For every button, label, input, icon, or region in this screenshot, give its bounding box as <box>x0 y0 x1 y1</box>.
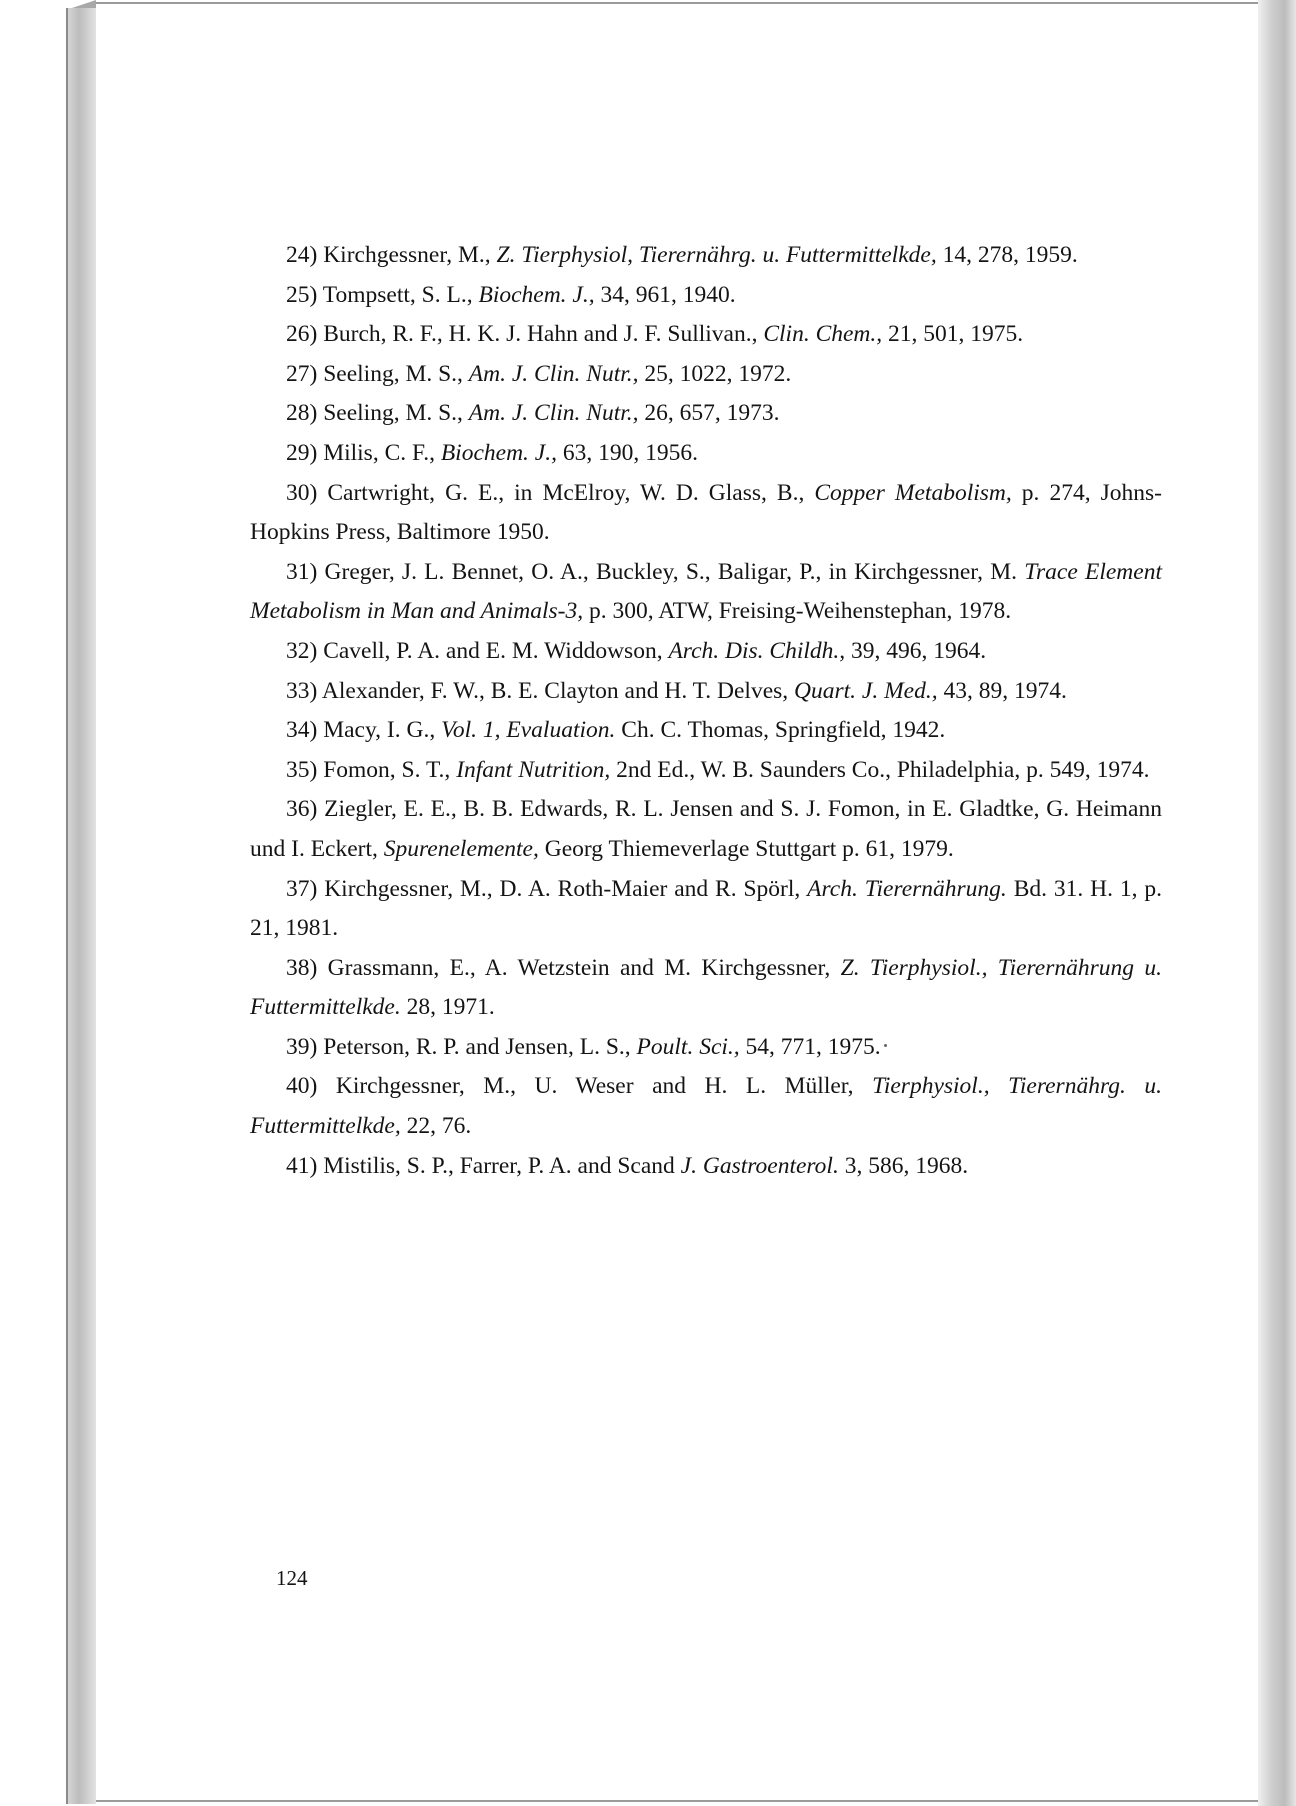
reference-journal: Biochem. J., <box>478 281 595 308</box>
reference-authors: Ziegler, E. E., B. B. Edwards, R. L. Jensen and S. J. Fomon, in E. Gladtke, G. Heimann und I. Eckert, <box>250 796 1162 862</box>
reference-authors: Greger, J. L. Bennet, O. A., Buckley, S., Baligar, P., in Kirchgessner, M. <box>317 558 1025 585</box>
reference-journal: Infant Nutrition, <box>456 756 611 783</box>
reference-journal: Copper Metabolism, <box>814 479 1012 506</box>
reference-authors: Kirchgessner, M., U. Weser and H. L. Müller, <box>317 1073 873 1100</box>
reference-number: 34) <box>286 717 318 744</box>
reference-details: 3, 586, 1968. <box>838 1152 969 1179</box>
reference-journal: Trace Element Metabolism in Man and Animals-3, <box>250 558 1162 625</box>
reference-authors: Milis, C. F., <box>317 439 441 466</box>
reference-journal: Am. J. Clin. Nutr., <box>468 400 639 427</box>
reference-journal: Spurenelemente, <box>383 835 539 862</box>
reference-item <box>250 236 1162 276</box>
reference-authors: Kirchgessner, M., D. A. Roth-Maier and R. Spörl, <box>317 875 808 902</box>
reference-details: 34, 961, 1940. <box>594 281 736 308</box>
reference-item <box>250 870 1162 949</box>
reference-journal: Z. Tierphysiol, Tierernährg. u. Futtermittelkde, <box>496 242 937 268</box>
reference-journal: Biochem. J., <box>440 439 557 466</box>
reference-journal: Vol. 1, Evaluation. <box>441 717 616 744</box>
reference-details: Bd. 31. H. 1, p. 21, 1981. <box>250 875 1162 942</box>
page-number: 124 <box>276 1566 308 1590</box>
reference-item <box>250 672 1162 712</box>
reference-item <box>250 394 1162 434</box>
reference-journal: Am. J. Clin. Nutr., <box>468 360 639 387</box>
reference-details: 26, 657, 1973. <box>638 400 780 427</box>
reference-authors: Seeling, M. S., <box>317 400 469 427</box>
reference-details: Georg Thiemeverlage Stuttgart p. 61, 1979. <box>538 835 954 862</box>
reference-authors: Burch, R. F., H. K. J. Hahn and J. F. Sullivan., <box>317 321 764 348</box>
reference-authors: Kirchgessner, M., <box>317 242 497 268</box>
reference-authors: Grassmann, E., A. Wetzstein and M. Kirchgessner, <box>317 954 841 981</box>
reference-number: 38) <box>286 954 318 981</box>
reference-details: 14, 278, 1959. <box>936 242 1078 268</box>
reference-item <box>250 949 1162 1028</box>
reference-journal: Arch. Dis. Childh., <box>668 637 846 664</box>
page-edge-shadow <box>1258 0 1296 1806</box>
reference-number: 29) <box>286 439 318 466</box>
reference-number: 28) <box>286 400 318 427</box>
reference-item <box>250 1147 1162 1187</box>
reference-number: 40) <box>286 1073 318 1100</box>
reference-number: 30) <box>286 479 318 506</box>
reference-number: 39) <box>286 1033 318 1060</box>
reference-authors: Seeling, M. S., <box>317 360 469 387</box>
reference-authors: Peterson, R. P. and Jensen, L. S., <box>317 1033 637 1060</box>
reference-item <box>250 474 1162 553</box>
reference-details: 63, 190, 1956. <box>556 439 698 466</box>
reference-item <box>250 632 1162 672</box>
reference-details: 28, 1971. <box>400 994 495 1021</box>
reference-number: 32) <box>286 637 318 664</box>
reference-item <box>250 751 1162 791</box>
reference-details: p. 274, Johns-Hopkins Press, Baltimore 1950. <box>250 479 1162 546</box>
reference-number: 26) <box>286 321 318 348</box>
reference-number: 37) <box>286 875 318 902</box>
reference-authors: Macy, I. G., <box>317 717 442 744</box>
reference-authors: Cartwright, G. E., in McElroy, W. D. Glass, B., <box>317 479 815 506</box>
reference-item <box>250 434 1162 474</box>
print-speck <box>884 1044 887 1047</box>
reference-number: 41) <box>286 1152 318 1179</box>
reference-details: 2nd Ed., W. B. Saunders Co., Philadelphia, p. 549, 1974. <box>610 756 1150 783</box>
book-spine <box>66 8 96 1804</box>
reference-item <box>250 553 1162 632</box>
reference-item <box>250 790 1162 869</box>
reference-item <box>250 355 1162 395</box>
reference-details: p. 300, ATW, Freising-Weihenstephan, 1978. <box>583 598 1012 625</box>
reference-journal: Clin. Chem., <box>763 321 883 348</box>
reference-item <box>250 711 1162 751</box>
reference-item <box>250 1028 1162 1068</box>
reference-number: 33) <box>286 677 318 704</box>
reference-details: 39, 496, 1964. <box>845 637 987 664</box>
reference-details: 43, 89, 1974. <box>937 677 1067 704</box>
reference-journal: Tierphysiol., Tierernährg. u. Futtermittelkde, <box>250 1073 1162 1140</box>
reference-number: 36) <box>286 796 318 823</box>
reference-number: 31) <box>286 558 318 585</box>
reference-item <box>250 276 1162 316</box>
reference-item <box>250 1067 1162 1146</box>
reference-authors: Fomon, S. T., <box>317 756 457 783</box>
reference-journal: Poult. Sci., <box>636 1033 740 1060</box>
reference-details: 25, 1022, 1972. <box>638 360 792 387</box>
reference-details: 54, 771, 1975. <box>739 1033 881 1060</box>
reference-number: 27) <box>286 360 318 387</box>
reference-details: Ch. C. Thomas, Springfield, 1942. <box>615 717 946 744</box>
reference-number: 35) <box>286 756 318 783</box>
reference-details: 21, 501, 1975. <box>882 321 1024 348</box>
reference-authors: Tompsett, S. L., <box>317 281 479 308</box>
reference-number: 24) <box>286 242 318 268</box>
reference-journal: Arch. Tierernährung. <box>807 875 1007 902</box>
reference-journal: Z. Tierphysiol., Tierernährung u. Futtermittelkde. <box>250 954 1162 1021</box>
reference-details: 22, 76. <box>400 1113 472 1140</box>
reference-authors: Alexander, F. W., B. E. Clayton and H. T. Delves, <box>317 677 795 704</box>
reference-journal: J. Gastroenterol. <box>680 1152 839 1179</box>
reference-journal: Quart. J. Med., <box>794 677 938 704</box>
reference-list <box>250 236 1162 1186</box>
reference-authors: Cavell, P. A. and E. M. Widdowson, <box>317 637 669 664</box>
reference-authors: Mistilis, S. P., Farrer, P. A. and Scand <box>317 1152 681 1179</box>
reference-number: 25) <box>286 281 318 308</box>
reference-item <box>250 315 1162 355</box>
